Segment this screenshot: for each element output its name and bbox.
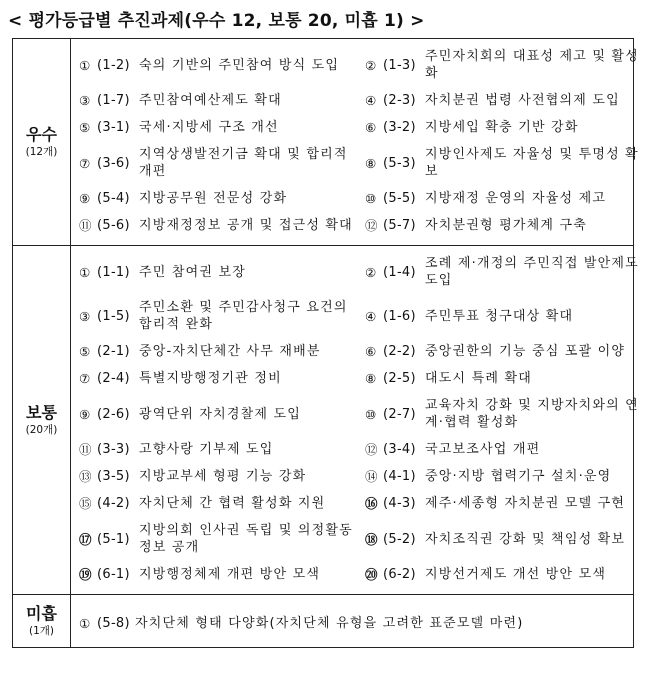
item-number: ⑲ <box>79 567 92 582</box>
item-number: ② <box>365 57 377 73</box>
item-text: 주민 참여권 보장 <box>139 264 246 280</box>
list-item <box>365 212 643 239</box>
item-code: (1-3) <box>383 57 416 73</box>
item-code: (2-1) <box>97 344 130 359</box>
item-number: ⑳ <box>365 567 378 582</box>
list-item <box>79 365 365 392</box>
item-code: (4-2) <box>97 496 130 511</box>
list-item <box>365 185 643 212</box>
item-number: ⑮ <box>79 496 92 511</box>
list-item <box>365 141 643 185</box>
list-item <box>79 436 365 463</box>
item-number: ⑩ <box>365 191 377 206</box>
item-number: ③ <box>79 93 91 108</box>
list-item <box>79 463 365 490</box>
grade-name: 보통 <box>26 403 57 422</box>
list-item <box>79 392 365 436</box>
item-text: 자치분권 법령 사전협의제 도입 <box>425 93 620 108</box>
item-code: (5-1) <box>97 531 130 547</box>
item-number: ④ <box>365 308 377 324</box>
list-item <box>365 436 643 463</box>
item-code: (1-1) <box>97 264 130 280</box>
group-row-insufficient <box>13 595 634 648</box>
list-item <box>365 392 643 436</box>
list-item <box>365 250 643 294</box>
item-code: (1-7) <box>97 93 130 108</box>
list-item <box>79 250 365 294</box>
item-code: (2-3) <box>383 93 416 108</box>
item-code: (5-4) <box>97 191 130 206</box>
list-item <box>79 561 365 588</box>
list-item <box>79 185 365 212</box>
item-number: ① <box>79 264 91 280</box>
item-text: 주민자치회의 대표성 제고 및 활성화 <box>425 49 639 81</box>
list-item <box>365 114 643 141</box>
item-text: 자치분권형 평가체계 구축 <box>425 218 588 233</box>
item-number: ⑬ <box>79 469 92 484</box>
item-text: 지방재정정보 공개 및 접근성 확대 <box>139 218 353 233</box>
item-code: (3-5) <box>97 469 130 484</box>
item-grid <box>71 39 639 245</box>
item-text: 주민참여예산제도 확대 <box>139 93 282 108</box>
item-number: ⑤ <box>79 120 91 135</box>
list-item <box>365 561 643 588</box>
item-text: 중앙-자치단체간 사무 재배분 <box>139 344 321 359</box>
item-number: ③ <box>79 308 91 324</box>
item-text: 중앙권한의 기능 중심 포괄 이양 <box>425 344 626 359</box>
item-text: 지방선거제도 개선 방안 모색 <box>425 567 607 582</box>
item-text: 지방교부세 형평 기능 강화 <box>139 469 307 484</box>
list-item <box>365 517 643 561</box>
item-text: 지방행정체제 개편 방안 모색 <box>139 567 321 582</box>
item-code: (6-2) <box>383 567 416 582</box>
item-number: ⑫ <box>365 442 378 457</box>
item-code: (5-2) <box>383 531 416 547</box>
item-text: 주민투표 청구대상 확대 <box>425 308 574 324</box>
item-number: ⑥ <box>365 120 377 135</box>
item-number: ② <box>365 264 377 280</box>
items-cell <box>71 246 639 595</box>
item-code: (5-6) <box>97 218 130 233</box>
grade-cell <box>13 595 71 648</box>
list-item <box>79 43 365 87</box>
item-code: (3-6) <box>97 155 130 171</box>
group-row-excellent <box>13 39 634 246</box>
item-code: (1-2) <box>97 57 130 73</box>
item-number: ⑤ <box>79 344 91 359</box>
item-code: (2-5) <box>383 371 416 386</box>
item-text: 지역상생발전기금 확대 및 합리적 개편 <box>139 147 348 179</box>
item-code: (5-7) <box>383 218 416 233</box>
list-item <box>79 338 365 365</box>
list-item <box>365 294 643 338</box>
item-code: (5-3) <box>383 155 416 171</box>
grade-count: (12개) <box>25 146 58 158</box>
item-text: 자치단체 간 협력 활성화 지원 <box>139 496 326 511</box>
item-code: (2-7) <box>383 406 416 422</box>
item-number: ⑨ <box>79 191 91 206</box>
item-text: 특별지방행정기관 정비 <box>139 371 282 386</box>
list-item <box>79 490 365 517</box>
item-text: 제주·세종형 자치분권 모델 구현 <box>425 496 626 511</box>
grade-cell <box>13 246 71 595</box>
item-text: 주민소환 및 주민감사청구 요건의 합리적 완화 <box>139 300 348 332</box>
item-number: ⑭ <box>365 469 378 484</box>
list-item <box>365 463 643 490</box>
item-code: (6-1) <box>97 567 130 582</box>
item-number: ⑩ <box>365 406 377 422</box>
item-number: ⑨ <box>79 406 91 422</box>
list-item <box>79 141 365 185</box>
item-text: 광역단위 자치경찰제 도입 <box>139 406 302 422</box>
list-item <box>79 294 365 338</box>
item-text: 지방인사제도 자율성 및 투명성 확보 <box>425 147 639 179</box>
list-item <box>365 490 643 517</box>
item-number: ⑦ <box>79 155 91 171</box>
item-number: ⑧ <box>365 155 377 171</box>
item-text: 숙의 기반의 주민참여 방식 도입 <box>139 57 340 73</box>
item-text: 교육자치 강화 및 지방자치와의 연계·협력 활성화 <box>425 398 639 430</box>
list-item <box>365 43 643 87</box>
list-item <box>365 87 643 114</box>
grade-cell <box>13 39 71 246</box>
item-number: ④ <box>365 93 377 108</box>
item-number: ⑫ <box>365 218 378 233</box>
item-text: 지방세입 확충 기반 강화 <box>425 120 579 135</box>
item-text: 지방공무원 전문성 강화 <box>139 191 288 206</box>
grade-count: (1개) <box>28 625 55 637</box>
item-code: (3-2) <box>383 120 416 135</box>
item-text: 국고보조사업 개편 <box>425 442 541 457</box>
group-row-normal <box>13 246 634 595</box>
list-item <box>365 365 643 392</box>
list-item <box>79 517 365 561</box>
item-number: ⑪ <box>79 218 92 233</box>
item-code: (2-6) <box>97 406 130 422</box>
item-text: 고향사랑 기부제 도입 <box>139 442 274 457</box>
item-code: (2-2) <box>383 344 416 359</box>
item-number: ⑥ <box>365 344 377 359</box>
item-code: (1-5) <box>97 308 130 324</box>
item-code: (4-3) <box>383 496 416 511</box>
item-text: 국세·지방세 구조 개선 <box>139 120 279 135</box>
item-text: 자치단체 형태 다양화(자치단체 유형을 고려한 표준모델 마련) <box>135 615 524 631</box>
item-number: ⑯ <box>365 496 378 511</box>
item-text: 지방재정 운영의 자율성 제고 <box>425 191 607 206</box>
item-number: ① <box>79 57 91 73</box>
list-item <box>365 338 643 365</box>
page-title: < 평가등급별 추진과제(우수 12, 보통 20, 미흡 1) > <box>8 11 425 31</box>
item-text: 지방의회 인사권 독립 및 의정활동정보 공개 <box>139 523 353 555</box>
item-text: 중앙·지방 협력기구 설치·운영 <box>425 469 612 484</box>
item-code: (5-8) <box>97 615 130 631</box>
item-code: (1-4) <box>383 264 416 280</box>
item-code: (1-6) <box>383 308 416 324</box>
item-number: ⑱ <box>365 531 378 547</box>
list-item <box>79 114 365 141</box>
item-number: ⑦ <box>79 371 91 386</box>
item-text: 조례 제·개정의 주민직접 발안제도 도입 <box>425 256 639 288</box>
grade-count: (20개) <box>25 424 58 436</box>
grade-name: 우수 <box>26 125 57 144</box>
item-code: (3-4) <box>383 442 416 457</box>
list-item <box>71 605 633 638</box>
item-code: (4-1) <box>383 469 416 484</box>
list-item <box>79 87 365 114</box>
item-code: (2-4) <box>97 371 130 386</box>
item-number: ⑪ <box>79 442 92 457</box>
list-item <box>79 212 365 239</box>
items-cell <box>71 595 634 648</box>
item-text: 대도시 특례 확대 <box>425 371 532 386</box>
item-code: (3-3) <box>97 442 130 457</box>
item-number: ⑧ <box>365 371 377 386</box>
item-text: 자치조직권 강화 및 책임성 확보 <box>425 531 626 547</box>
item-number: ⑰ <box>79 531 92 547</box>
item-code: (3-1) <box>97 120 130 135</box>
item-grid <box>71 246 639 594</box>
item-code: (5-5) <box>383 191 416 206</box>
grade-name: 미흡 <box>26 604 57 623</box>
grade-table <box>12 38 639 648</box>
item-number: ① <box>79 615 91 631</box>
items-cell <box>71 39 639 246</box>
